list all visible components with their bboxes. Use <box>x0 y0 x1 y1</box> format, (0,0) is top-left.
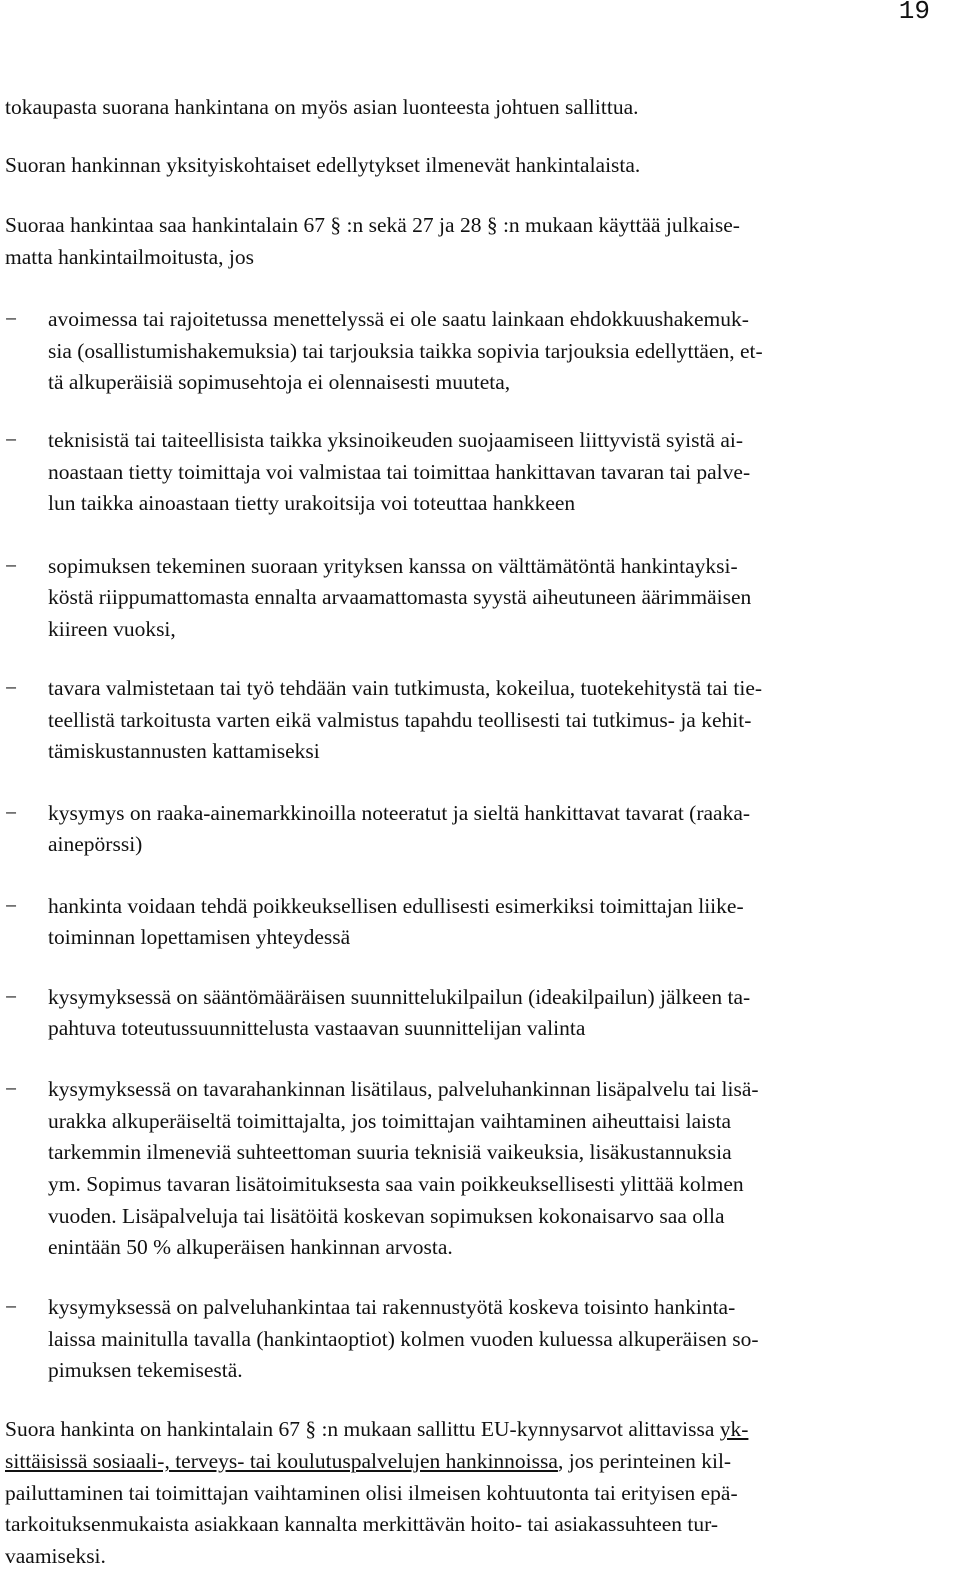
intro-line: tokaupasta suorana hankintana on myös asian luonteesta johtuen sallittua. <box>5 95 639 119</box>
dash-bullet: − <box>5 1295 18 1319</box>
dash-bullet: − <box>5 554 18 578</box>
closing-line <box>5 1451 731 1473</box>
list-item-line: laissa mainitulla tavalla (hankintaoptiot) kolmen vuoden kuluessa alkuperäisen so- <box>48 1327 759 1351</box>
list-item-line: pahtuva toteutussuunnittelusta vastaavan suunnittelijan valinta <box>48 1016 586 1040</box>
intro-paragraph-line: matta hankintailmoitusta, jos <box>5 245 255 269</box>
list-item-line: teellistä tarkoitusta varten eikä valmistus tapahdu teollisesti tai tutkimus- ja kehit- <box>48 708 752 732</box>
list-item-line: pimuksen tekemisestä. <box>48 1358 243 1382</box>
list-item-line: teknisistä tai taiteellisista taikka yksinoikeuden suojaamiseen liittyvistä syistä ai- <box>48 428 744 452</box>
closing-line: tarkoituksenmukaista asiakkaan kannalta merkittävän hoito- tai asiakassuhteen tur- <box>5 1512 719 1536</box>
list-item-line: kysymys on raaka-ainemarkkinoilla noteeratut ja sieltä hankittavat tavarat (raaka- <box>48 801 751 825</box>
dash-bullet: − <box>5 894 18 918</box>
closing-text: Suora hankinta on hankintalain 67 § :n mukaan sallittu EU-kynnysarvot alittavissa <box>5 1417 720 1441</box>
list-item-line: kysymyksessä on sääntömääräisen suunnittelukilpailun (ideakilpailun) jälkeen ta- <box>48 985 751 1009</box>
list-item-line: vuoden. Lisäpalveluja tai lisätöitä koskevan sopimuksen kokonaisarvo saa olla <box>48 1204 725 1228</box>
list-item-line: urakka alkuperäiseltä toimittajalta, jos toimittajan vaihtaminen aiheuttaisi laista <box>48 1109 732 1133</box>
list-item-line: tä alkuperäisiä sopimusehtoja ei olennaisesti muuteta, <box>48 370 511 394</box>
closing-text: , jos perinteinen kil- <box>557 1449 732 1473</box>
list-item-line: lun taikka ainoastaan tietty urakoitsija voi toteuttaa hankkeen <box>48 491 576 515</box>
closing-line <box>5 1419 748 1441</box>
list-item-line: enintään 50 % alkuperäisen hankinnan arvosta. <box>48 1235 453 1259</box>
list-item-line: kysymyksessä on tavarahankinnan lisätilaus, palveluhankinnan lisäpalvelu tai lisä- <box>48 1077 759 1101</box>
page-number: 19 <box>898 0 930 26</box>
list-item-line: kiireen vuoksi, <box>48 617 176 641</box>
list-item-line: toiminnan lopettamisen yhteydessä <box>48 925 351 949</box>
list-item-line: sia (osallistumishakemuksia) tai tarjouksia taikka sopivia tarjouksia edellyttäen, et- <box>48 339 763 363</box>
list-item-line: hankinta voidaan tehdä poikkeuksellisen edullisesti esimerkiksi toimittajan liike- <box>48 894 744 918</box>
closing-line: vaamiseksi. <box>5 1544 106 1568</box>
list-item-line: tarkemmin ilmeneviä suhteettoman suuria teknisiä vaikeuksia, lisäkustannuksia <box>48 1140 732 1164</box>
intro-paragraph-line: Suoraa hankintaa saa hankintalain 67 § :n sekä 27 ja 28 § :n mukaan käyttää julkaise- <box>5 213 740 237</box>
dash-bullet: − <box>5 1077 18 1101</box>
underlined-text: yk- <box>719 1417 749 1441</box>
list-item-line: sopimuksen tekeminen suoraan yrityksen kanssa on välttämätöntä hankintayksi- <box>48 554 738 578</box>
dash-bullet: − <box>5 676 18 700</box>
closing-line: pailuttaminen tai toimittajan vaihtaminen olisi ilmeisen kohtuutonta tai erityisen epä- <box>5 1481 738 1505</box>
dash-bullet: − <box>5 985 18 1009</box>
list-item-line: köstä riippumattomasta ennalta arvaamattomasta syystä aiheutuneen äärimmäisen <box>48 585 752 609</box>
list-item-line: ym. Sopimus tavaran lisätoimituksesta saa vain poikkeuksellisesti ylittää kolmen <box>48 1172 744 1196</box>
dash-bullet: − <box>5 801 18 825</box>
dash-bullet: − <box>5 307 18 331</box>
list-item-line: kysymyksessä on palveluhankintaa tai rakennustyötä koskeva toisinto hankinta- <box>48 1295 736 1319</box>
dash-bullet: − <box>5 428 18 452</box>
list-item-line: tämiskustannusten kattamiseksi <box>48 739 320 763</box>
list-item-line: noastaan tietty toimittaja voi valmistaa tai toimittaa hankittavan tavaran tai palve- <box>48 460 751 484</box>
intro-line: Suoran hankinnan yksityiskohtaiset edellytykset ilmenevät hankintalaista. <box>5 153 641 177</box>
list-item-line: tavara valmistetaan tai työ tehdään vain tutkimusta, kokeilua, tuotekehitystä tai tie- <box>48 676 763 700</box>
list-item-line: avoimessa tai rajoitetussa menettelyssä ei ole saatu lainkaan ehdokkuushakemuk- <box>48 307 749 331</box>
underlined-text: sittäisissä sosiaali-, terveys- tai koulutuspalvelujen hankinnoissa <box>5 1449 558 1473</box>
list-item-line: ainepörssi) <box>48 832 143 856</box>
